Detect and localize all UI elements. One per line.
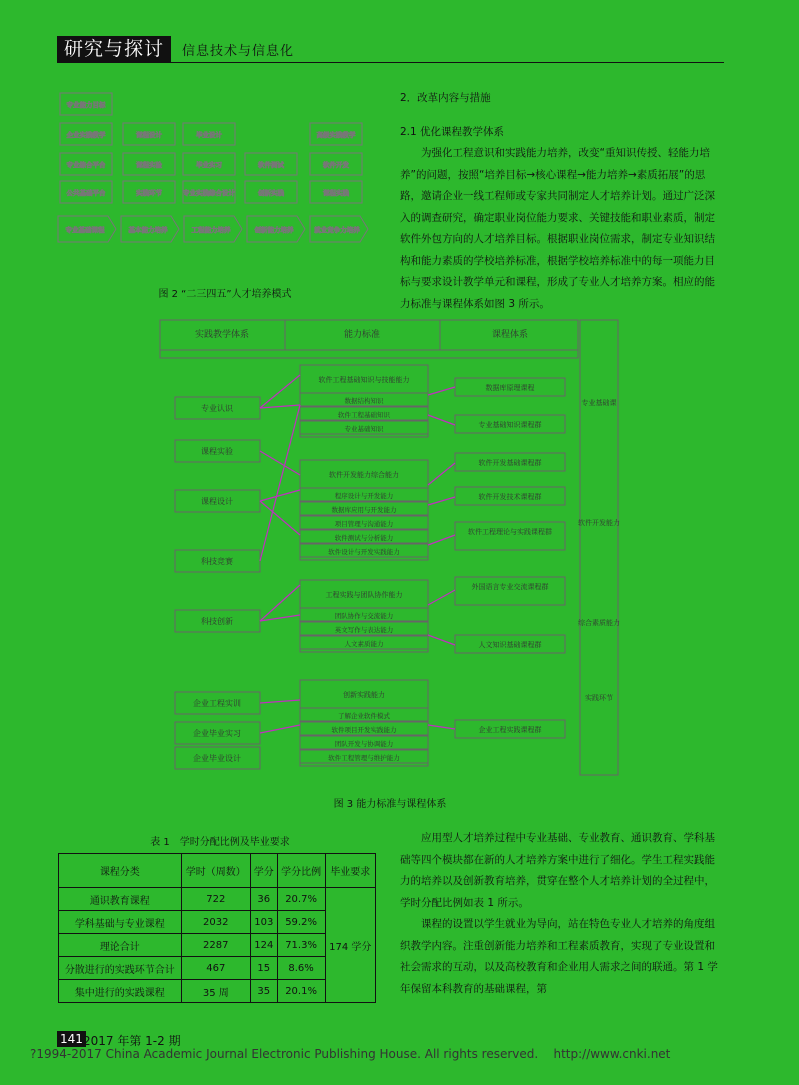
- fig3-ability-label: 软件测试与分析能力: [334, 534, 394, 542]
- figure-2-caption: 图 2 “二三四五”人才培养模式: [158, 289, 292, 300]
- fig3-ability-label: 软件项目开发实践能力: [331, 726, 397, 734]
- header-cell: 学分比例: [277, 854, 325, 888]
- fig3-practice-label: 企业毕业实习: [193, 729, 241, 738]
- fig3-column-header: 能力标准: [343, 330, 381, 340]
- fig3-practice-label: 科技竞赛: [201, 557, 233, 566]
- table-cell: 59.2%: [277, 911, 325, 934]
- fig3-ability-label: 英文写作与表达能力: [334, 626, 394, 634]
- body-paragraph-2: 课程的设置以学生就业为导向，站在特色专业人才培养的角度组织教学内容。注重创新能力培养和工程素质教育，实现了专业设置和社会需求的互动，以及高校教育和企业用人需求之间的联通。第 1 学年保留本科教育的基础课程，第: [400, 918, 718, 995]
- fig3-practice-label: 课程实验: [201, 447, 233, 456]
- table-cell: 35 周: [181, 980, 250, 1003]
- table-cell: 71.3%: [277, 934, 325, 957]
- fig3-course-box: [455, 522, 565, 550]
- fig3-link-arrow: [428, 415, 455, 425]
- fig3-header-band: [160, 350, 578, 358]
- section-heading: 2．改革内容与措施: [400, 92, 491, 104]
- table-cell: 20.1%: [277, 980, 325, 1003]
- table-cell: 20.7%: [277, 888, 325, 911]
- fig2-arrow-label: 创新能力培养: [254, 226, 294, 234]
- copyright-line: ?1994-2017 China Academic Journal Electronic Publishing House. All rights reserved. http://www.cnki.net: [30, 1047, 671, 1061]
- table-cell: 36: [250, 888, 277, 911]
- header-cell: 毕业要求: [325, 854, 375, 888]
- page-number: 141: [57, 1031, 86, 1047]
- table-cell: 2287: [181, 934, 250, 957]
- fig3-link-arrow: [260, 405, 300, 408]
- table-cell: 2032: [181, 911, 250, 934]
- fig3-link-arrow: [428, 725, 455, 729]
- fig3-course-label: 外国语言专业交流课程群: [471, 583, 549, 591]
- fig3-course-label: 软件开发基础课程群: [478, 459, 542, 467]
- fig3-column-header: 实践教学体系: [194, 330, 250, 340]
- section-paragraph: [400, 143, 724, 315]
- figure-2-diagram: [55, 88, 385, 273]
- header-cell: 学分: [250, 854, 277, 888]
- fig3-column-header: 课程体系: [491, 330, 529, 340]
- fig2-box-label: 课程设计: [136, 131, 162, 139]
- fig3-link-arrow: [428, 387, 455, 395]
- fig3-ability-label: 团队协作与交流能力: [334, 612, 394, 620]
- fig3-group-title: 工程实践与团队协作能力: [325, 591, 403, 599]
- table-1-caption: 表 1 学时分配比例及毕业要求: [150, 837, 290, 848]
- fig3-course-label: 企业工程实践课程群: [478, 726, 542, 734]
- section-subheading: 2.1 优化课程教学体系: [400, 126, 505, 138]
- fig3-link-arrow: [260, 490, 300, 501]
- fig2-box-label: 毕业设计: [196, 131, 222, 139]
- fig2-box-label: 实践环节: [136, 189, 162, 197]
- fig3-link-arrow: [428, 590, 455, 605]
- table-1: [58, 853, 376, 1003]
- table-cell: 124: [250, 934, 277, 957]
- fig3-course-label: 人文知识基础课程群: [478, 641, 542, 649]
- table-cell: 8.6%: [277, 957, 325, 980]
- fig2-box-label: 专业综合平台: [66, 161, 106, 169]
- fig3-ability-label: 软件工程基础知识: [338, 411, 390, 419]
- table-cell: 分散进行的实践环节合计: [59, 957, 182, 980]
- fig3-link-arrow: [260, 501, 300, 535]
- fig3-ability-label: 专业基础知识: [344, 425, 384, 433]
- table-cell: 722: [181, 888, 250, 911]
- fig3-practice-label: 课程设计: [201, 497, 233, 506]
- issue-label: 2017 年第 1-2 期: [83, 1034, 181, 1048]
- fig3-ability-label: 项目管理与沟通能力: [334, 520, 394, 528]
- fig3-link-arrow: [428, 635, 455, 645]
- fig2-box-label: 企业实践教学: [66, 131, 106, 139]
- fig2-box-label: 高级实践教学: [316, 131, 356, 139]
- fig3-course-label: 软件开发技术课程群: [478, 493, 542, 501]
- fig3-practice-label: 专业认识: [201, 404, 233, 413]
- fig3-practice-label: 企业毕业设计: [193, 754, 241, 763]
- figure-3-caption: 图 3 能力标准与课程体系: [333, 799, 447, 810]
- fig3-link-arrow: [428, 497, 455, 505]
- fig2-arrow-label: 就业竞争力培养: [314, 226, 360, 234]
- fig3-ability-label: 软件设计与开发实践能力: [328, 548, 400, 556]
- table-cell: 15: [250, 957, 277, 980]
- fig2-box-label: 专业实践综合设计: [183, 189, 235, 197]
- fig2-box-label: 专业能力目标: [66, 101, 106, 109]
- fig2-box-label: 创新实践: [258, 189, 284, 197]
- fig2-box-label: 公共基础平台: [66, 189, 106, 197]
- table-cell: 35: [250, 980, 277, 1003]
- fig3-group-title: 创新实践能力: [343, 691, 385, 699]
- fig3-side-bar: [580, 320, 618, 775]
- merged-requirement-cell: 174 学分: [325, 888, 375, 1003]
- fig3-side-label: 专业基础课: [581, 399, 617, 407]
- fig3-link-arrow: [428, 535, 455, 545]
- body-text: [400, 828, 724, 1000]
- table-row: [59, 888, 376, 911]
- fig3-ability-label: 数据库应用与开发能力: [331, 506, 397, 514]
- fig2-arrow-label: 专业基础课程: [65, 226, 105, 234]
- fig2-box-label: 软件开发: [323, 161, 349, 169]
- paragraph-text: 为强化工程意识和实践能力培养，改变“重知识传授、轻能力培养”的问题，按照“培养目标→核心课程→能力培养→素质拓展”的思路，邀请企业一线工程师或专家共同制定人才培养计划。通过广泛深入的调查研究，确定职业岗位能力要求、关键技能和职业素质，制定软件外包方向的人才培养目标。根据职业岗位需求，制定专业知识结构和能力素质的学校培养标准，根据学校培养标准中的每一项能力目标与要求设计教学单元和课程，形成了专业人才培养方案。相应的能力标准与课程体系如图 3 所示。: [400, 147, 715, 310]
- fig3-link-arrow: [260, 700, 300, 703]
- fig2-box-label: 课程实践: [323, 189, 349, 197]
- figure-3-diagram: [150, 315, 630, 790]
- fig3-course-box: [455, 577, 565, 605]
- fig3-group-title: 软件工程基础知识与技能能力: [318, 376, 410, 384]
- fig3-course-label: 软件工程理论与实践课程群: [468, 528, 552, 536]
- fig3-group-title: 软件开发能力综合能力: [329, 471, 399, 479]
- fig2-arrow-label: 工程能力培养: [191, 226, 231, 234]
- fig2-box-label: 课程实验: [136, 161, 162, 169]
- fig3-link-arrow: [260, 405, 300, 561]
- header-rule: [57, 62, 724, 63]
- fig3-link-arrow: [428, 463, 455, 485]
- fig3-side-label: 综合素质能力: [578, 619, 620, 627]
- fig3-link-arrow: [260, 451, 300, 475]
- table-header-row: [59, 854, 376, 888]
- table-cell: 学科基础与专业课程: [59, 911, 182, 934]
- fig3-ability-label: 程序设计与开发能力: [334, 492, 394, 500]
- table-cell: 理论合计: [59, 934, 182, 957]
- fig3-ability-label: 了解企业软件模式: [338, 712, 390, 720]
- fig3-course-label: 数据库原理课程: [485, 384, 535, 392]
- fig2-box-label: 毕业实习: [196, 161, 222, 169]
- fig3-link-arrow: [260, 375, 300, 408]
- fig3-ability-label: 软件工程管理与维护能力: [328, 754, 400, 762]
- table-cell: 集中进行的实践课程: [59, 980, 182, 1003]
- table-cell: 103: [250, 911, 277, 934]
- fig2-arrow-label: 基本能力培养: [128, 226, 168, 234]
- fig3-course-label: 专业基础知识课程群: [478, 421, 542, 429]
- table-cell: 通识教育课程: [59, 888, 182, 911]
- body-paragraph-1: 应用型人才培养过程中专业基础、专业教育、通识教育、学科基础等四个模块都在新的人才培养方案中进行了细化。学生工程实践能力的培养以及创新教育培养，贯穿在整个人才培养计划的全过程中，学时分配比例如表 1 所示。: [400, 832, 715, 909]
- fig3-ability-label: 数据结构知识: [344, 397, 384, 405]
- fig3-practice-label: 企业工程实训: [193, 699, 241, 708]
- header-cell: 学时（周数）: [181, 854, 250, 888]
- journal-section-title: 研究与探讨: [57, 36, 171, 62]
- fig3-side-label: 软件开发能力: [578, 519, 620, 527]
- fig2-box-label: 软件测试: [258, 161, 284, 169]
- table-cell: 467: [181, 957, 250, 980]
- header-cell: 课程分类: [59, 854, 182, 888]
- fig3-link-arrow: [260, 725, 300, 733]
- journal-name: 信息技术与信息化: [182, 44, 295, 59]
- fig3-side-label: 实践环节: [585, 694, 613, 702]
- fig3-ability-label: 人文素质能力: [344, 640, 384, 648]
- fig3-ability-label: 团队开发与协调能力: [334, 740, 394, 748]
- fig3-practice-label: 科技创新: [201, 617, 233, 626]
